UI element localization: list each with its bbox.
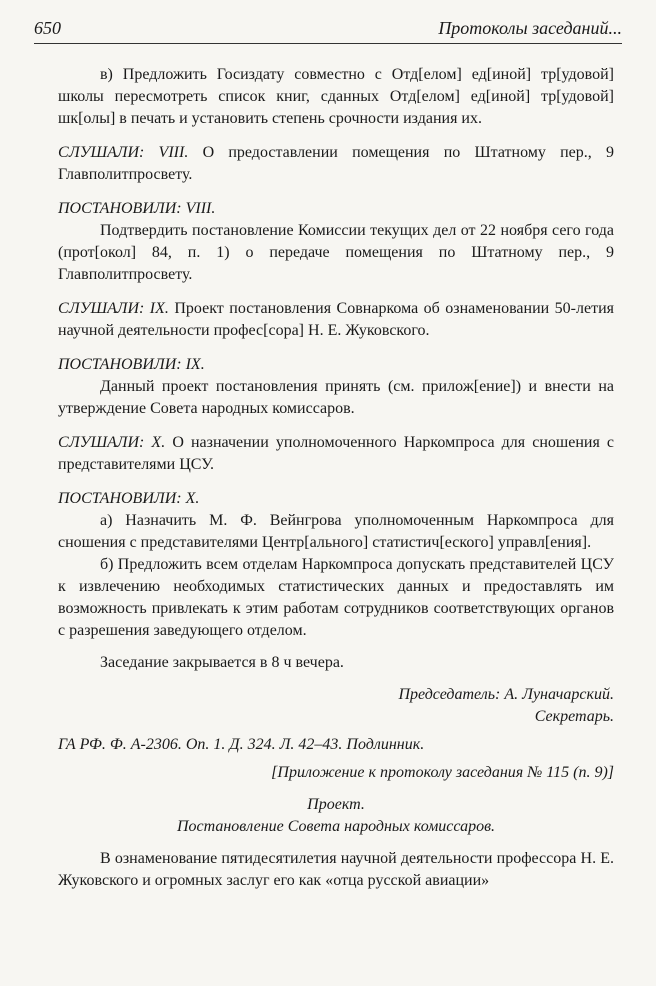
heard-8-label: СЛУШАЛИ: VIII. (58, 144, 189, 161)
resolved-8-text: Подтвердить постановление Комиссии текущих дел от 22 ноября сего года (прот[окол] 84, п. 1) о передаче помещения по Штатному пер., 9 Главполитпросвету. (58, 222, 614, 283)
heard-10 (58, 432, 614, 476)
paragraph-v: в) Предложить Госиздату совместно с Отд[елом] ед[иной] тр[удовой] школы пересмотреть список книг, сданных Отд[елом] ед[иной] тр[удовой] шк[олы] в печать и установить степень срочности издания их. (58, 66, 614, 127)
project-label: Проект. (307, 796, 365, 813)
resolved-8-label: ПОСТАНОВИЛИ: VIII. (58, 200, 216, 217)
secretary-signature: Секретарь. (534, 708, 614, 725)
decree-paragraph: В ознаменование пятидесятилетия научной деятельности профессора Н. Е. Жуковского и огромных заслуг его как «отца русской авиации» (58, 850, 614, 889)
resolved-9-label: ПОСТАНОВИЛИ: IX. (58, 356, 205, 373)
resolved-10-a: а) Назначить М. Ф. Вейнгрова уполномоченным Наркомпроса для сношения с представителями Центр[ального] статистич[еского] управл[ения]. (58, 512, 614, 551)
heard-9-text: Проект постановления Совнаркома об ознаменовании 50-летия научной деятельности профес[сора] Н. Е. Жуковского. (58, 300, 614, 339)
heard-10-text: О назначении уполномоченного Наркомпроса для сношения с представителями ЦСУ. (58, 434, 615, 473)
page-number: 650 (34, 18, 61, 38)
heard-9-label: СЛУШАЛИ: IX. (58, 300, 169, 317)
heard-9 (58, 298, 614, 342)
resolved-10-label: ПОСТАНОВИЛИ: X. (58, 490, 200, 507)
heard-10-label: СЛУШАЛИ: X. (58, 434, 166, 451)
heard-8 (58, 142, 614, 186)
page-header (34, 14, 622, 44)
archive-reference: ГА РФ. Ф. А-2306. Оп. 1. Д. 324. Л. 42–43. Подлинник. (58, 736, 425, 753)
appendix-note: [Приложение к протоколу заседания № 115 (п. 9)] (271, 764, 614, 781)
closing-line: Заседание закрывается в 8 ч вечера. (100, 654, 344, 671)
heard-8-text: О предоставлении помещения по Штатному пер., 9 Главполитпросвету. (58, 144, 615, 183)
resolved-10-b: б) Предложить всем отделам Наркомпроса допускать представителей ЦСУ к извлечению необходимых статистических данных и предоставлять им возможность привлекать к этим работам сотрудников соответствующих органов с разрешения заведующего отделом. (58, 556, 614, 639)
project-title: Постановление Совета народных комиссаров. (176, 818, 496, 835)
resolved-9-text: Данный проект постановления принять (см. прилож[ение]) и внести на утверждение Совета народных комиссаров. (58, 378, 614, 417)
chairman-signature: Председатель: А. Луначарский. (398, 686, 614, 703)
running-title: Протоколы заседаний... (438, 18, 622, 38)
page-body (58, 64, 614, 892)
